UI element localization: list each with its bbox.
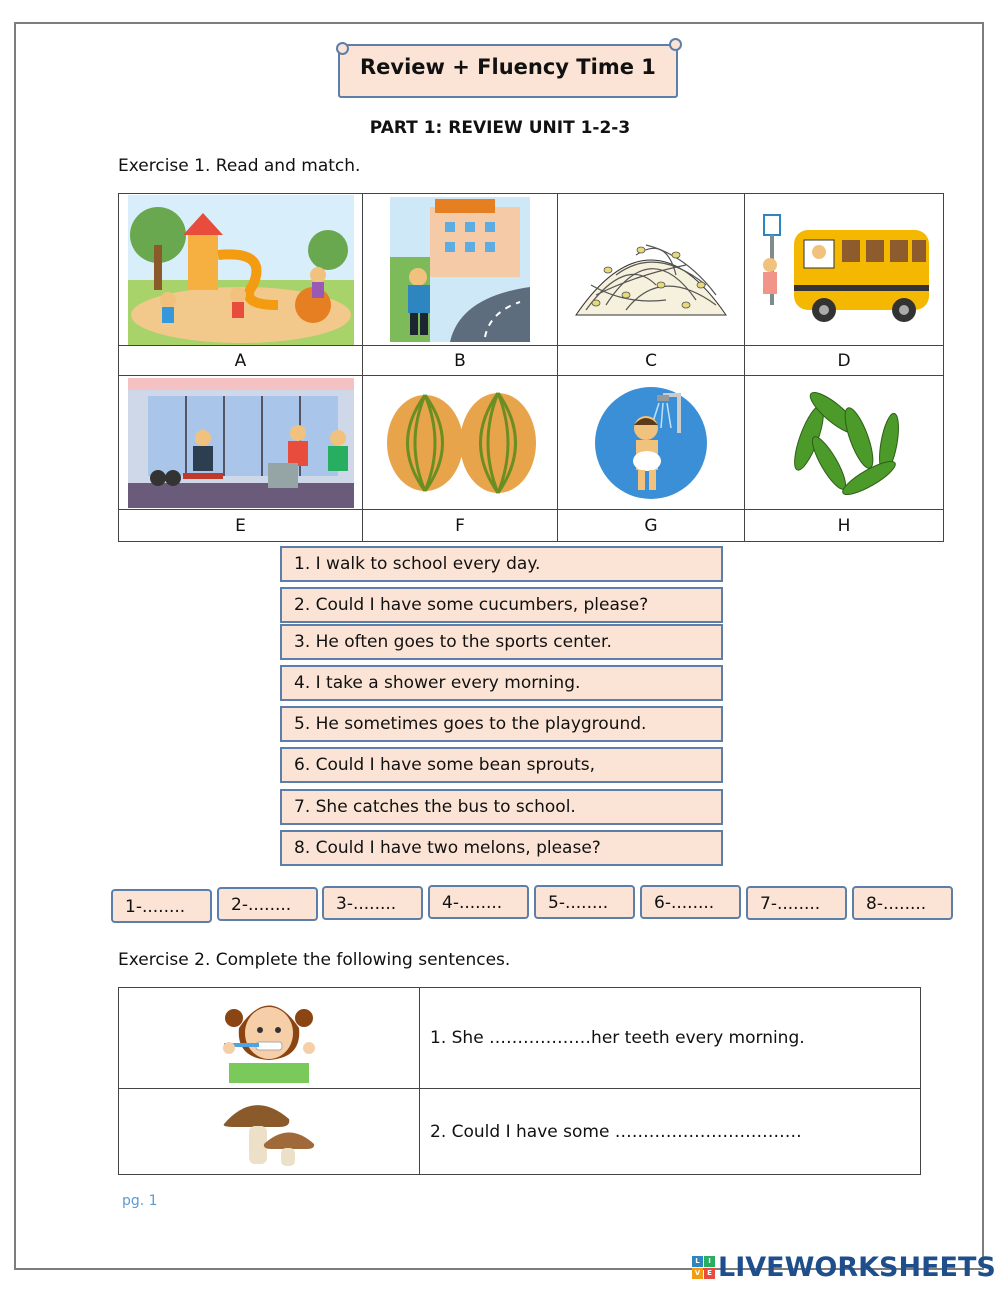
scroll-knob-right bbox=[669, 38, 682, 51]
sports-center-image bbox=[119, 378, 362, 508]
part-heading: PART 1: REVIEW UNIT 1-2-3 bbox=[369, 118, 631, 138]
exercise1-heading: Exercise 1. Read and match. bbox=[118, 156, 361, 176]
grid-letter-a: A bbox=[234, 350, 247, 371]
grid-letter-h: H bbox=[837, 515, 851, 536]
playground-image bbox=[119, 195, 362, 345]
sentence-8: 8. Could I have two melons, please? bbox=[280, 830, 723, 866]
title-banner bbox=[338, 44, 678, 98]
exercise2-sentence-2: 2. Could I have some …………………………… bbox=[430, 1121, 802, 1142]
answer-box-6[interactable]: 6-........ bbox=[640, 885, 741, 919]
brushing-teeth-image bbox=[119, 988, 419, 1088]
sentence-6: 6. Could I have some bean sprouts, bbox=[280, 747, 723, 783]
melons-image bbox=[363, 385, 557, 500]
answer-box-8[interactable]: 8-........ bbox=[852, 886, 953, 920]
brand-watermark[interactable] bbox=[692, 1252, 996, 1283]
page-number: pg. 1 bbox=[122, 1193, 158, 1209]
answer-box-1[interactable]: 1-........ bbox=[111, 889, 212, 923]
grid-letter-g: G bbox=[644, 515, 658, 536]
answer-box-4[interactable]: 4-........ bbox=[428, 885, 529, 919]
grid-letter-e: E bbox=[235, 515, 246, 536]
sentence-5: 5. He sometimes goes to the playground. bbox=[280, 706, 723, 742]
answer-box-2[interactable]: 2-........ bbox=[217, 887, 318, 921]
exercise2-table bbox=[118, 987, 921, 1175]
exercise2-sentence-1: 1. She ………………her teeth every morning. bbox=[430, 1028, 805, 1048]
grid-letter-c: C bbox=[645, 350, 657, 371]
sentence-2: 2. Could I have some cucumbers, please? bbox=[280, 587, 723, 623]
answer-box-7[interactable]: 7-........ bbox=[746, 886, 847, 920]
sentence-1: 1. I walk to school every day. bbox=[280, 546, 723, 582]
exercise2-heading: Exercise 2. Complete the following sentences. bbox=[118, 950, 511, 970]
walk-to-school-image bbox=[363, 197, 557, 342]
page-title: Review + Fluency Time 1 bbox=[360, 55, 656, 79]
picture-grid bbox=[118, 193, 944, 542]
sentence-7: 7. She catches the bus to school. bbox=[280, 789, 723, 825]
grid-letter-b: B bbox=[454, 350, 466, 371]
brand-logo-icon: L I V E bbox=[692, 1256, 715, 1279]
sentence-4: 4. I take a shower every morning. bbox=[280, 665, 723, 701]
shower-image bbox=[558, 383, 744, 503]
mushrooms-image bbox=[119, 1089, 419, 1174]
answer-box-5[interactable]: 5-........ bbox=[534, 885, 635, 919]
brand-name: LIVEWORKSHEETS bbox=[718, 1252, 996, 1283]
cucumbers-image bbox=[745, 383, 943, 503]
scroll-knob-left bbox=[336, 42, 349, 55]
bean-sprouts-image bbox=[558, 215, 744, 325]
grid-letter-d: D bbox=[837, 350, 851, 371]
grid-letter-f: F bbox=[455, 515, 465, 536]
sentence-3: 3. He often goes to the sports center. bbox=[280, 624, 723, 660]
answer-box-3[interactable]: 3-........ bbox=[322, 886, 423, 920]
school-bus-image bbox=[745, 210, 943, 330]
